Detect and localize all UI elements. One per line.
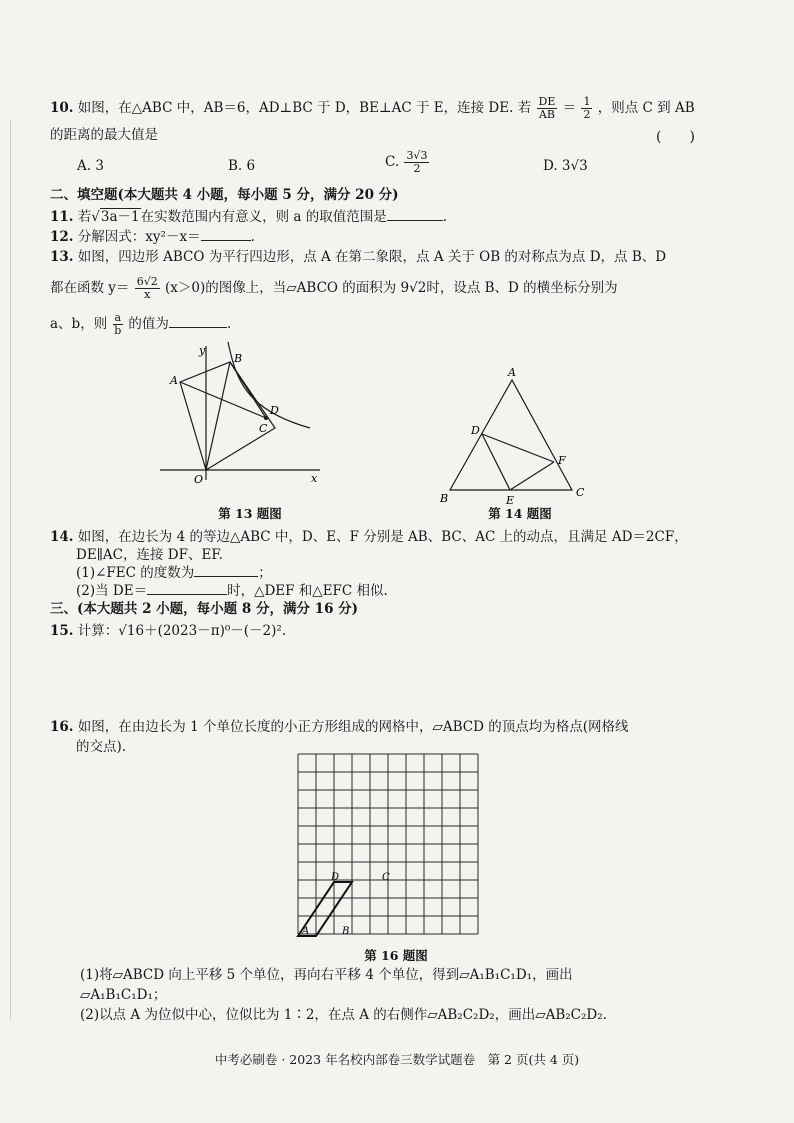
fig16-label-a: A bbox=[302, 926, 310, 937]
q13-line1: 13. 如图，四边形 ABCO 为平行四边形，点 A 在第二象限，点 A 关于 OB 的对称点为点 D，点 B、D bbox=[50, 249, 667, 265]
fig14-label-b: B bbox=[440, 492, 449, 505]
q13-line3: a、b，则 $\frac{a}{b}$ 的值为 . bbox=[50, 311, 232, 337]
segment-ef bbox=[510, 462, 554, 490]
q13-line2: 都在函数 y＝ $\frac{6√2}{x}$ (x＞0)的图像上，当▱ABCO 的面积为 9√2时，设点 B、D 的横坐标分别为 bbox=[50, 275, 618, 301]
q14-sub2-blank[interactable] bbox=[147, 594, 227, 595]
fig16-label-d: D bbox=[331, 872, 340, 883]
q10-answer-paren: ( ) bbox=[656, 129, 695, 145]
figure-13-diagram bbox=[160, 340, 330, 500]
q11-answer-blank[interactable] bbox=[387, 220, 443, 221]
fig16-label-b: B bbox=[342, 926, 350, 937]
q14-sub2: (2)当 DE＝ 时，△DEF 和△EFC 相似. bbox=[76, 583, 388, 599]
fig13-label-a: A bbox=[170, 374, 178, 387]
section-3-heading: 三、(本大题共 2 小题，每小题 8 分，满分 16 分) bbox=[50, 601, 359, 617]
q14-sub1: (1)∠FEC 的度数为 ； bbox=[76, 565, 272, 581]
fig16-label-c: C bbox=[382, 872, 390, 883]
figure-16-caption: 第 16 题图 bbox=[364, 948, 428, 963]
q10-option-c: C. $\frac{3√3}{2}$ bbox=[385, 149, 428, 175]
figure-16-grid bbox=[296, 752, 492, 948]
q12-line: 12. 分解因式：xy²－x＝ . bbox=[50, 229, 255, 245]
fig13-label-y: y bbox=[199, 344, 206, 357]
q10-line2: 的距离的最大值是 bbox=[50, 127, 158, 143]
q16-sub1-line2: ▱A₁B₁C₁D₁； bbox=[80, 987, 167, 1003]
q12-answer-blank[interactable] bbox=[201, 240, 251, 241]
fig14-label-d: D bbox=[471, 424, 480, 437]
fig14-label-e: E bbox=[506, 494, 515, 507]
fig13-label-o: O bbox=[194, 473, 204, 486]
q10-option-b: B. 6 bbox=[228, 158, 256, 174]
q10-line1: 10. 如图，在△ABC 中，AB＝6，AD⊥BC 于 D，BE⊥AC 于 E，连接 DE. 若 $\frac{DE}{AB}$ ＝ $\frac{1}{2}$ ，则点 C 到 AB bbox=[50, 95, 695, 121]
q14-line2: DE∥AC，连接 DF、EF. bbox=[76, 547, 223, 563]
q11-line: 11. 若√3a－1在实数范围内有意义，则 a 的取值范围是 . bbox=[50, 209, 448, 225]
segment-de bbox=[482, 434, 510, 490]
figure-14-caption: 第 14 题图 bbox=[488, 506, 552, 521]
q16-sub1-line1: (1)将▱ABCD 向上平移 5 个单位，再向右平移 4 个单位，得到▱A₁B₁C₁D₁，画出 bbox=[80, 967, 573, 983]
fig13-label-b: B bbox=[234, 352, 243, 365]
fig14-label-a: A bbox=[508, 368, 516, 379]
q10-option-d: D. 3√3 bbox=[543, 158, 588, 174]
fig14-label-c: C bbox=[576, 486, 585, 499]
section-2-heading: 二、填空题(本大题共 4 小题，每小题 5 分，满分 20 分) bbox=[50, 187, 399, 203]
q10-half-fraction: $\frac{1}{2}$ bbox=[583, 95, 591, 121]
binding-margin-line bbox=[10, 120, 11, 1020]
q16-line2: 的交点). bbox=[76, 739, 127, 755]
q10-number: 10. bbox=[50, 100, 74, 116]
figure-14-diagram bbox=[430, 368, 600, 508]
fig14-label-f: F bbox=[558, 454, 566, 467]
q13-answer-blank[interactable] bbox=[169, 327, 227, 328]
figure-13-caption: 第 13 题图 bbox=[218, 506, 282, 521]
q10-text: 如图，在△ABC 中，AB＝6，AD⊥BC 于 D，BE⊥AC 于 E，连接 DE. 若 bbox=[77, 100, 532, 116]
fig13-label-x: x bbox=[311, 472, 318, 485]
triangle-abc bbox=[450, 380, 572, 490]
fig13-label-d: D bbox=[270, 404, 279, 417]
q16-line1: 16. 如图，在由边长为 1 个单位长度的小正方形组成的网格中，▱ABCD 的顶点均为格点(网格线 bbox=[50, 719, 629, 735]
q14-line1: 14. 如图，在边长为 4 的等边△ABC 中，D、E、F 分别是 AB、BC、AC 上的动点，且满足 AD＝2CF， bbox=[50, 529, 688, 545]
q16-sub2: (2)以点 A 为位似中心，位似比为 1∶2，在点 A 的右侧作▱AB₂C₂D₂，画出▱AB₂C₂D₂. bbox=[80, 1007, 607, 1023]
q15-line: 15. 计算：√16＋(2023－π)⁰－(－2)². bbox=[50, 623, 287, 639]
page-footer: 中考必刷卷 · 2023 年名校内部卷三数学试题卷 第 2 页(共 4 页) bbox=[214, 1052, 580, 1067]
q10-option-a: A. 3 bbox=[77, 158, 104, 174]
q13-function-fraction: $\frac{6√2}{x}$ bbox=[136, 275, 158, 301]
q10-ratio-fraction: $\frac{DE}{AB}$ bbox=[538, 95, 556, 121]
q14-sub1-blank[interactable] bbox=[194, 576, 258, 577]
fig13-label-c: C bbox=[259, 422, 268, 435]
